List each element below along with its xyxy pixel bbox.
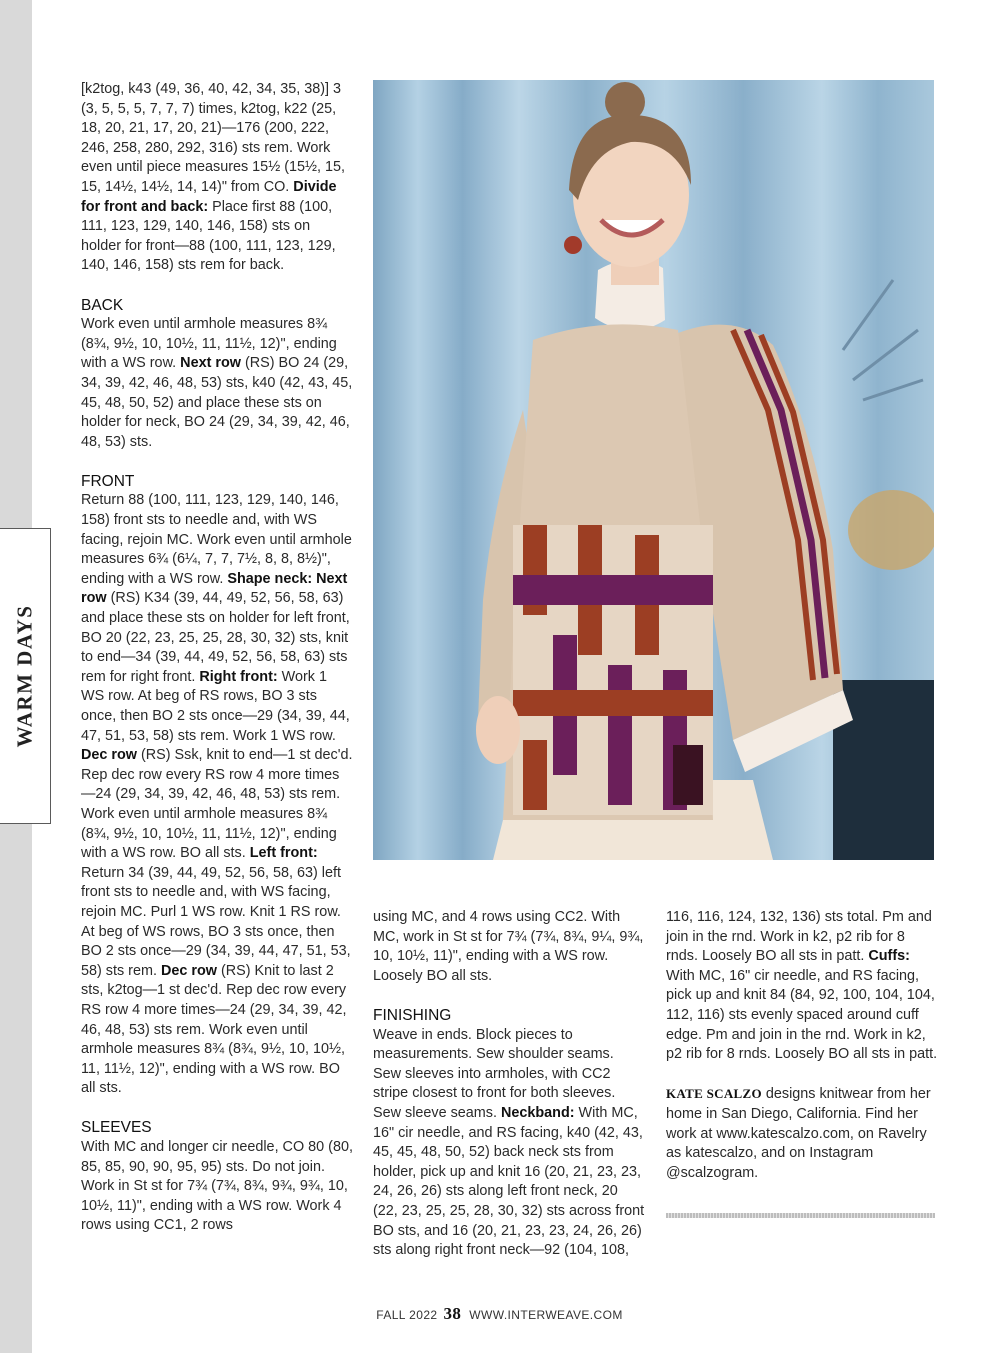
- front-paragraph: Return 88 (100, 111, 123, 129, 140, 146, 158) front sts to needle and, with WS facing, rejoin MC. Work even until armhole measures 6¾ (6¼, 7, 7, 7½, 8, 8, 8½)", ending with a WS row. Shape neck: Next row (RS) K34 (39, 44, 49, 52, 56, 58, 63) and place these sts on holder for left front, BO 20 (22, 23, 25, 25, 28, 30, 32) sts, knit to end—34 (39, 44, 49, 52, 56, 58, 63) sts rem for right front. Right front: Work 1 WS row. At beg of RS rows, BO 3 sts once, then BO 2 sts once—29 (34, 39, 44, 47, 51, 53, 58) sts rem. Work 1 WS row. Dec row (RS) Ssk, knit to end—1 st dec'd. Rep dec row every RS row 4 more times—24 (29, 34, 39, 42, 46, 48, 53) sts rem. Work even until armhole measures 8¾ (8¾, 9½, 10, 10½, 11, 11½, 12)", ending with a WS row. BO all sts. Left front: Return 34 (39, 44, 49, 52, 56, 58, 63) left front sts to needle and, with WS facing, rejoin MC. Purl 1 WS row. Knit 1 RS row. At beg of WS rows, BO 3 sts once, then BO 2 sts once—29 (34, 39, 44, 47, 51, 53, 58) sts rem. Dec row (RS) Knit to last 2 sts, k2tog—1 st dec'd. Rep dec row every RS row 4 more times—24 (29, 34, 39, 42, 46, 48, 53) sts rem. Work even until armhole measures 8¾ (8¾, 9½, 10, 10½, 11, 11½, 12)", ending with a WS row. BO all sts.: [81, 492, 353, 1097]
- section-tab: [0, 528, 51, 824]
- finishing-paragraph: Weave in ends. Block pieces to measurements. Sew shoulder seams. Sew sleeves into armholes, with CC2 stripe closest to front for both sleeves. Sew sleeve seams. Neckband: With MC, 16" cir needle, and RS facing, k40 (42, 43, 45, 45, 48, 50, 52) back neck sts from holder, pick up and knit 16 (20, 21, 23, 23, 24, 26, 26) sts along left front neck, 20 (22, 23, 25, 25, 28, 30, 32) sts across front BO sts, and 16 (20, 21, 23, 23, 24, 26, 26) sts along right front neck—92 (104, 108,: [373, 1026, 645, 1259]
- footer-season: FALL 2022: [376, 1308, 438, 1322]
- column-2: [373, 908, 645, 1261]
- section-tab-label: WARM DAYS: [12, 604, 37, 748]
- footer-website: WWW.INTERWEAVE.COM: [469, 1308, 623, 1322]
- finishing-continued: 116, 116, 124, 132, 136) sts total. Pm and join in the rnd. Work in k2, p2 rib for 8 rnds. Loosely BO all sts in patt. Cuffs: With MC, 16" cir needle, and RS facing, pick up and knit 84 (84, 92, 100, 104, 104, 112, 116) sts evenly spaced around cuff edge. Pm and join in the rnd. Work in k2, p2 rib for 8 rnds. Loosely BO all sts in patt.: [666, 909, 938, 1063]
- sweater-photo: [373, 80, 934, 860]
- sleeves-paragraph: With MC and longer cir needle, CO 80 (80, 85, 85, 90, 90, 95, 95) sts. Do not join. Work in St st for 7¾ (7¾, 8¾, 9¾, 9¾, 10, 10½, 11)", ending with a WS row. Work 4 rows using CC1, 2 rows: [81, 1139, 353, 1234]
- back-paragraph: Work even until armhole measures 8¾ (8¾, 9½, 10, 10½, 11, 11½, 12)", ending with a WS row. Next row (RS) BO 24 (29, 34, 39, 42, 46, 48, 53) sts, k40 (42, 43, 45, 45, 48, 50, 52) and place these sts on holder for neck, BO 24 (29, 34, 39, 42, 46, 48, 53) sts.: [81, 316, 353, 450]
- designer-name: KATE SCALZO: [666, 1086, 762, 1102]
- page-footer: [0, 1304, 999, 1324]
- designer-bio: KATE SCALZO designs knitwear from her home in San Diego, California. Find her work at www.katescalzo.com, on Ravelry as katescalzo, and on Instagram @scalzogram.: [666, 1086, 931, 1181]
- page-number: 38: [443, 1304, 462, 1323]
- front-heading: FRONT: [81, 472, 135, 490]
- finishing-heading: FINISHING: [373, 1006, 452, 1024]
- column-3: [666, 908, 938, 1183]
- intro-paragraph: [k2tog, k43 (49, 36, 40, 42, 34, 35, 38)] 3 (3, 5, 5, 5, 7, 7, 7) times, k2tog, k22 (25, 18, 20, 21, 17, 20, 21)—176 (200, 222, 246, 258, 280, 292, 316) sts rem. Work even until piece measures 15½ (15½, 15, 15, 14½, 14½, 14, 14)" from CO. Divide for front and back: Place first 88 (100, 111, 123, 129, 140, 146, 158) sts on holder for front—88 (100, 111, 123, 129, 140, 146, 158) sts rem for back.: [81, 81, 345, 274]
- back-heading: BACK: [81, 296, 124, 314]
- sleeves-continued: using MC, and 4 rows using CC2. With MC, work in St st for 7¾ (7¾, 8¾, 9¼, 9¾, 10, 10½, 11)", ending with a WS row. Loosely BO all sts.: [373, 909, 644, 984]
- bio-divider: [666, 1213, 935, 1218]
- column-1: [81, 80, 353, 1236]
- sleeves-heading: SLEEVES: [81, 1119, 152, 1137]
